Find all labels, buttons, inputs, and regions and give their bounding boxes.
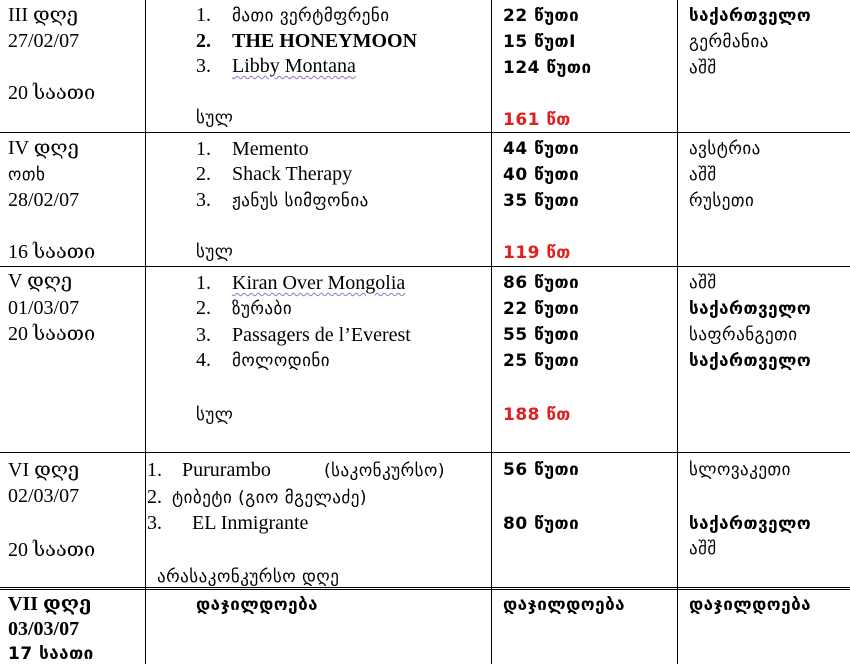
sum-label: არასაკონკურსო დღე	[157, 567, 340, 587]
film-number: 2.	[196, 30, 211, 52]
country: საფრანგეთი	[689, 325, 798, 345]
film-number: 3.	[196, 55, 211, 77]
duration: 15 წუთI	[503, 32, 576, 52]
country: აშშ	[689, 58, 717, 78]
time: 20 საათი	[8, 539, 96, 561]
film-number: 3.	[147, 512, 162, 534]
row-divider	[0, 452, 850, 453]
day-label: V დღე	[8, 270, 73, 292]
country: აშშ	[689, 539, 717, 559]
award-label: დაჯილდოება	[503, 595, 626, 615]
date: 03/03/07	[8, 618, 80, 640]
row-divider	[0, 132, 850, 133]
date: 02/03/07	[8, 485, 80, 507]
sum-label: სულ	[196, 242, 234, 262]
day-label: III დღე	[8, 4, 79, 26]
column-divider	[677, 0, 678, 664]
column-divider	[145, 0, 146, 664]
country: აშშ	[689, 165, 717, 185]
duration: 55 წუთი	[503, 325, 580, 345]
film-title: Memento	[232, 138, 309, 160]
sum-label: სულ	[196, 405, 234, 425]
film-number: 2.	[196, 163, 211, 185]
time: 20 საათი	[8, 323, 96, 345]
country: საქართველო	[689, 6, 812, 26]
country: აშშ	[689, 273, 717, 293]
date: 28/02/07	[8, 189, 80, 211]
film-title: EL Inmigrante	[192, 512, 309, 534]
film-number: 1.	[147, 459, 162, 481]
country: ავსტრია	[689, 139, 761, 159]
weekday: ოთხ	[8, 165, 46, 185]
sum-label: სულ	[196, 108, 234, 128]
total-duration: 119 წთ	[503, 243, 571, 263]
duration: 124 წუთი	[503, 58, 592, 78]
duration: 22 წუთი	[503, 299, 580, 319]
duration: 35 წუთი	[503, 191, 580, 211]
duration: 44 წუთი	[503, 139, 580, 159]
film-note: (საკონკურსო)	[324, 461, 446, 481]
country: გერმანია	[689, 32, 769, 52]
film-number: 1.	[196, 4, 211, 26]
film-number: 3.	[196, 189, 211, 211]
film-number: 3.	[196, 324, 211, 346]
total-duration: 161 წთ	[503, 110, 571, 130]
country: რუსეთი	[689, 191, 755, 211]
country: სლოვაკეთი	[689, 460, 791, 480]
country: საქართველო	[689, 299, 812, 319]
country: საქართველო	[689, 514, 812, 534]
film-number: 2.	[196, 297, 211, 319]
date: 01/03/07	[8, 297, 80, 319]
duration: 40 წუთი	[503, 165, 580, 185]
film-number: 2.	[147, 486, 162, 508]
time: 20 საათი	[8, 82, 96, 104]
day-label: VI დღე	[8, 459, 80, 481]
award-label: დაჯილდოება	[689, 595, 812, 615]
row-divider	[0, 266, 850, 267]
column-divider	[491, 0, 492, 664]
film-number: 1.	[196, 138, 211, 160]
film-number: 4.	[196, 349, 211, 371]
duration: 56 წუთი	[503, 460, 580, 480]
film-title: მოლოდინი	[232, 351, 331, 371]
row-divider	[0, 587, 850, 590]
duration: 25 წუთი	[503, 351, 580, 371]
date: 27/02/07	[8, 30, 80, 52]
film-title: Pururambo	[182, 459, 271, 481]
day-label: IV დღე	[8, 137, 79, 159]
country: საქართველო	[689, 351, 812, 371]
film-number: 1.	[196, 272, 211, 294]
film-title: მათი ვერტმფრენი	[232, 6, 390, 26]
time: 17 საათი	[8, 644, 94, 664]
film-title: Libby Montana	[232, 55, 356, 77]
film-title: ტიბეტი (გიო მგელაძე)	[172, 488, 368, 508]
duration: 22 წუთი	[503, 6, 580, 26]
film-title: THE HONEYMOON	[232, 30, 418, 52]
total-duration: 188 წთ	[503, 405, 571, 425]
award-label: დაჯილდოება	[196, 595, 319, 615]
film-title: ჟანუს სიმფონია	[232, 191, 369, 211]
day-label: VII დღე	[8, 593, 92, 615]
film-title: Kiran Over Mongolia	[232, 272, 406, 294]
duration: 86 წუთი	[503, 273, 580, 293]
film-title: Shack Therapy	[232, 163, 353, 185]
film-title: Passagers de l’Everest	[232, 324, 411, 346]
film-title: ზურაბი	[232, 299, 293, 319]
time: 16 საათი	[8, 241, 96, 263]
duration: 80 წუთი	[503, 514, 580, 534]
